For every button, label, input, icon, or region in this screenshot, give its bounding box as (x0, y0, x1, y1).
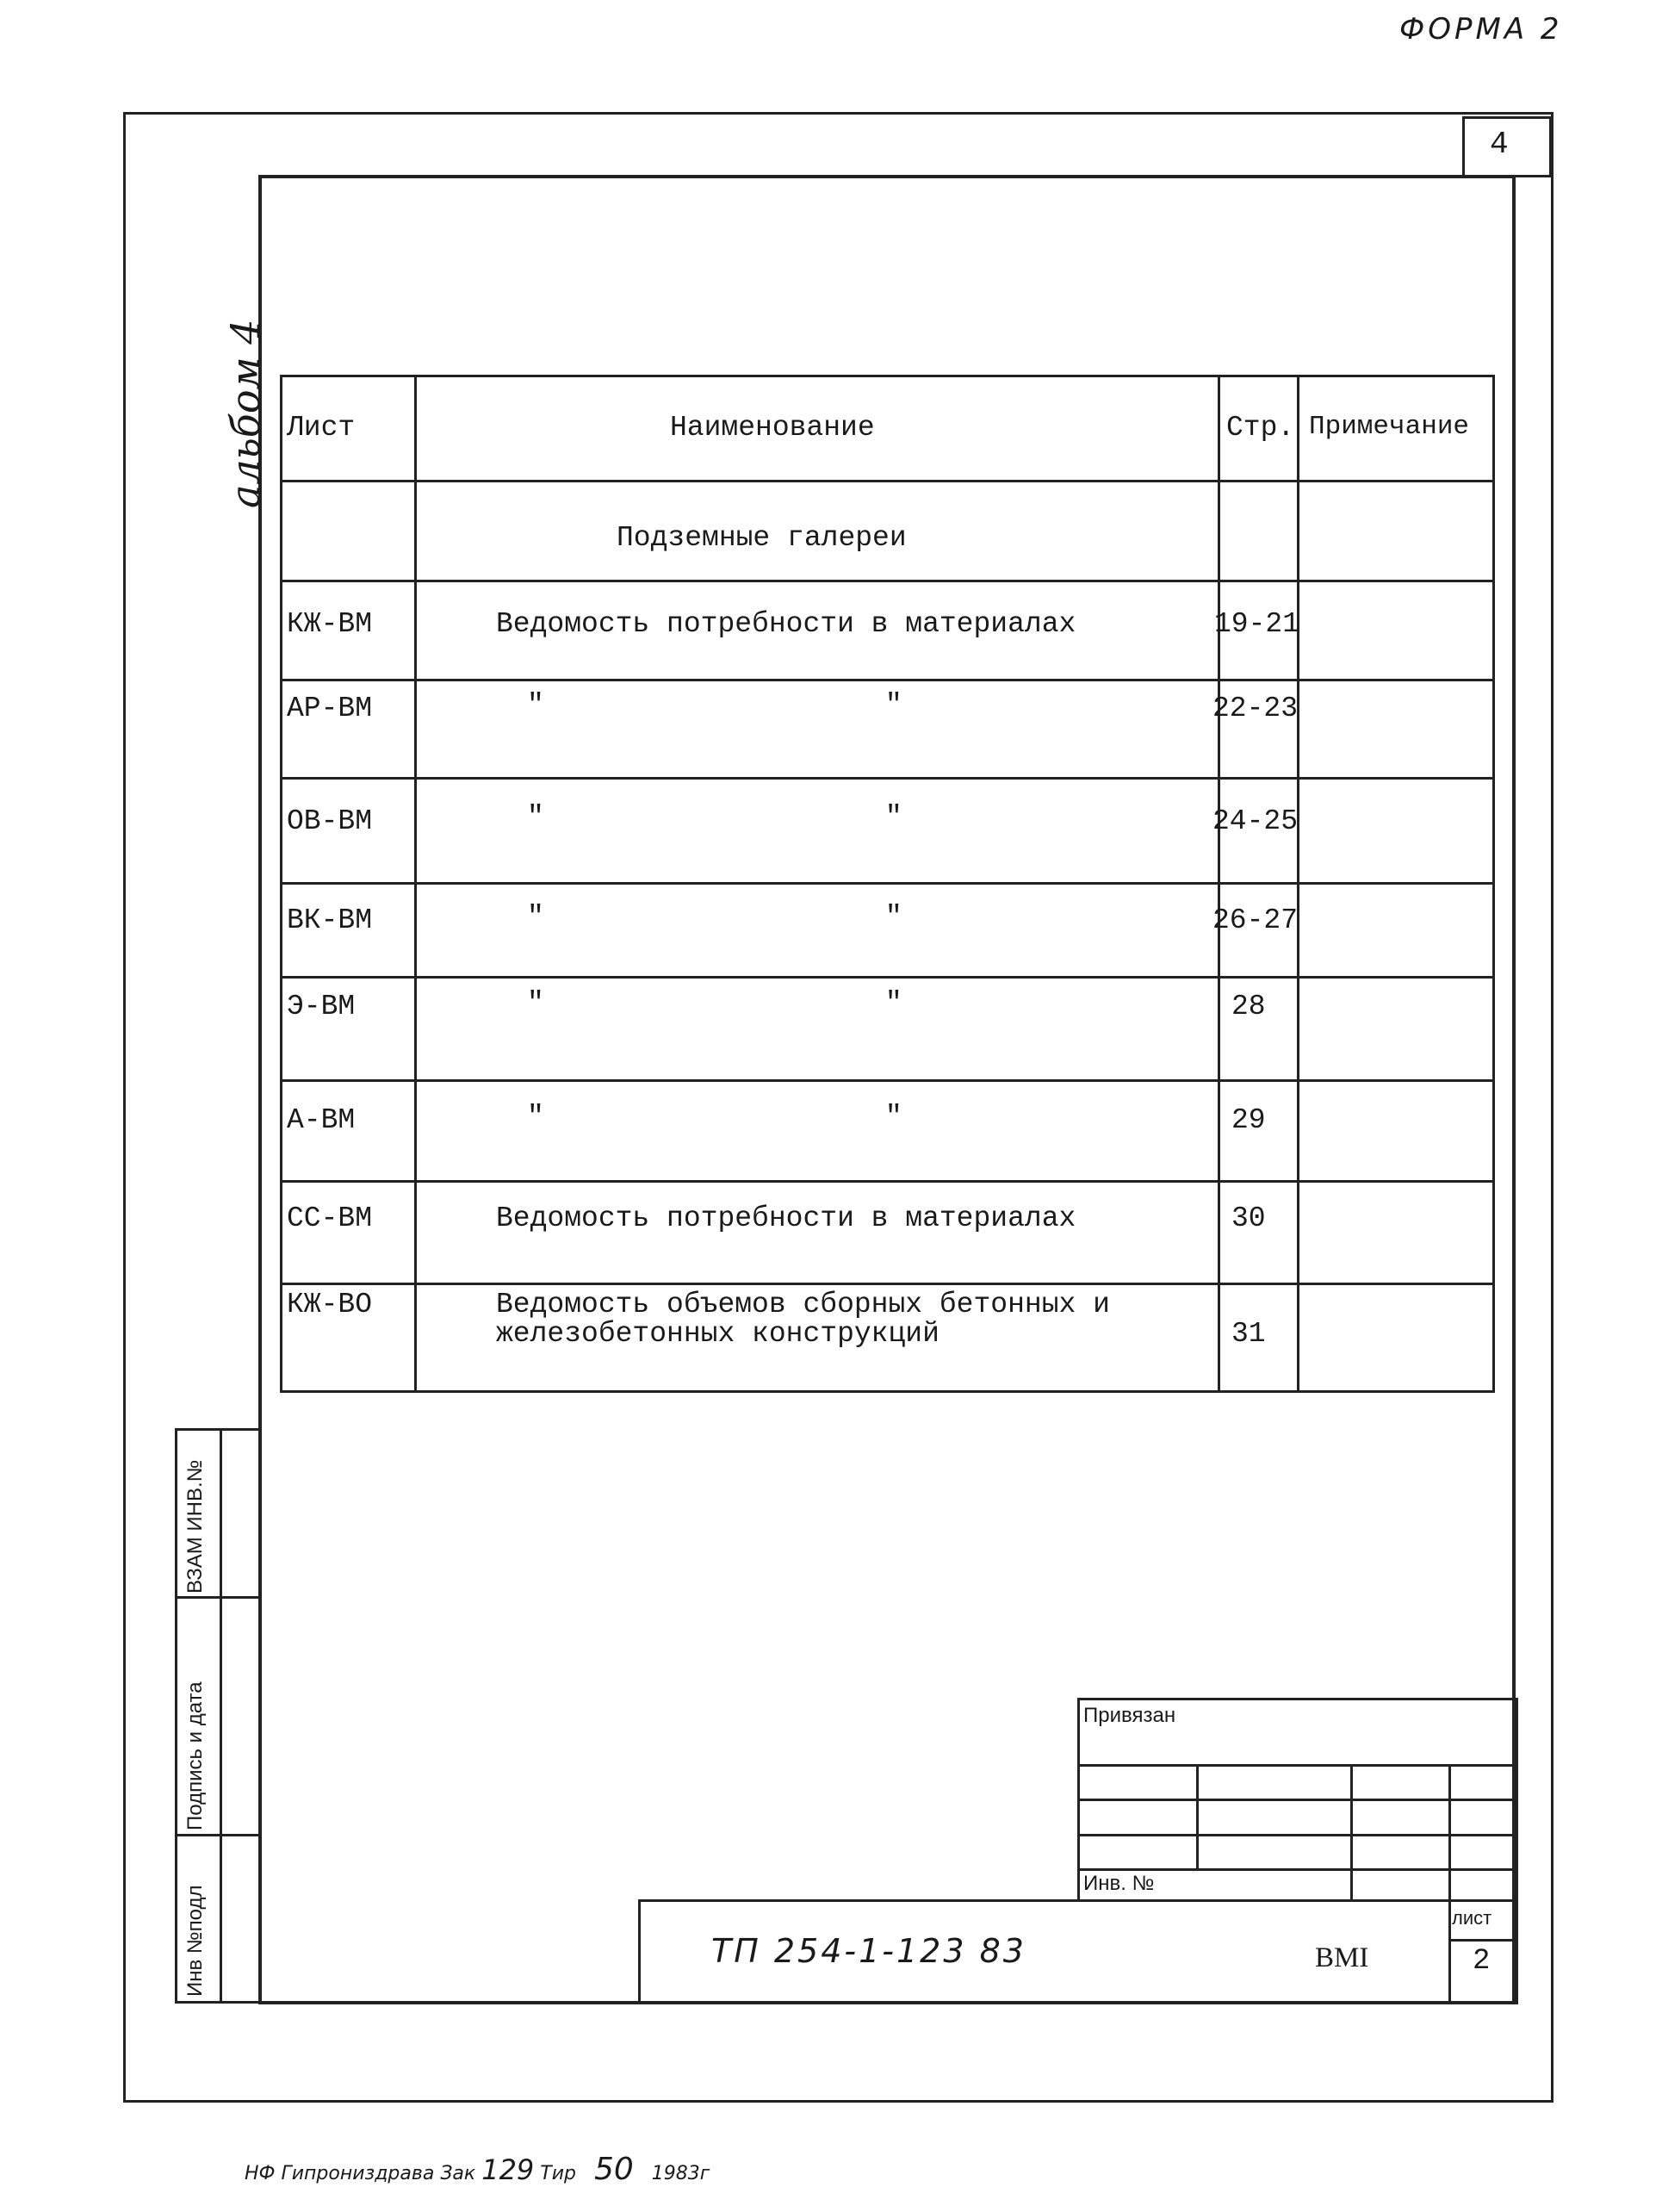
row-name: Ведомость потребности в материалах (496, 608, 1076, 640)
row-sheet: АР-ВМ (287, 693, 373, 724)
row-sheet: ОВ-ВМ (287, 805, 373, 837)
replace-inv-label: ВЗАМ ИНВ.№ (183, 1459, 207, 1594)
copies-label: Тир (540, 2163, 576, 2184)
header-note: Примечание (1309, 412, 1470, 442)
row-sheet: КЖ-ВМ (287, 608, 373, 640)
row-name: " " (527, 1101, 902, 1133)
form-label: ФОРМА 2 (1399, 12, 1563, 47)
album-label: альбом 4 (222, 319, 269, 508)
row-pages: 19-21 (1214, 608, 1300, 640)
row-name: " " (527, 801, 902, 833)
header-sheet: Лист (287, 412, 356, 444)
header-page: Стр. (1226, 412, 1295, 444)
row-pages: 30 (1231, 1202, 1266, 1234)
doc-code: ТП 254-1-123 83 (711, 1932, 1026, 1970)
row-name: " " (527, 901, 902, 933)
sheet-number: 2 (1473, 1945, 1491, 1978)
printer-footer (245, 2152, 710, 2187)
row-name: Ведомость потребности в материалах (496, 1202, 1076, 1234)
print-year: 1983г (651, 2163, 710, 2184)
row-name: Ведомость объемов сборных бетонных и (496, 1289, 1110, 1320)
order-number: 129 (481, 2153, 535, 2186)
row-pages: 31 (1231, 1318, 1266, 1350)
row-sheet: ВК-ВМ (287, 904, 373, 936)
row-sheet: Э-ВМ (287, 991, 356, 1022)
row-pages: 29 (1231, 1104, 1266, 1136)
sheet-label: лист (1452, 1907, 1492, 1929)
bound-label: Привязан (1083, 1704, 1176, 1727)
copies-number: 50 (593, 2152, 634, 2187)
row-name: " " (527, 689, 902, 721)
row-name: " " (527, 987, 902, 1019)
inv-label: Инв. № (1083, 1872, 1155, 1895)
row-pages: 26-27 (1212, 904, 1299, 936)
inv-orig-label: Инв №подл (183, 1885, 207, 1997)
page-number: 4 (1490, 127, 1509, 162)
row-sheet: А-ВМ (287, 1104, 356, 1136)
row-sheet: СС-ВМ (287, 1202, 373, 1234)
header-name: Наименование (670, 412, 875, 444)
row-pages: 22-23 (1212, 693, 1299, 724)
printer-name: НФ Гипрониздрава Зак (245, 2163, 476, 2184)
row-name-line2: железобетонных конструкций (496, 1318, 940, 1350)
doc-mark: ВМI (1315, 1942, 1369, 1973)
section-title: Подземные галереи (617, 522, 907, 554)
row-pages: 24-25 (1212, 805, 1299, 837)
row-sheet: КЖ-ВО (287, 1289, 373, 1320)
sign-date-label: Подпись и дата (183, 1681, 207, 1830)
row-pages: 28 (1231, 991, 1266, 1022)
